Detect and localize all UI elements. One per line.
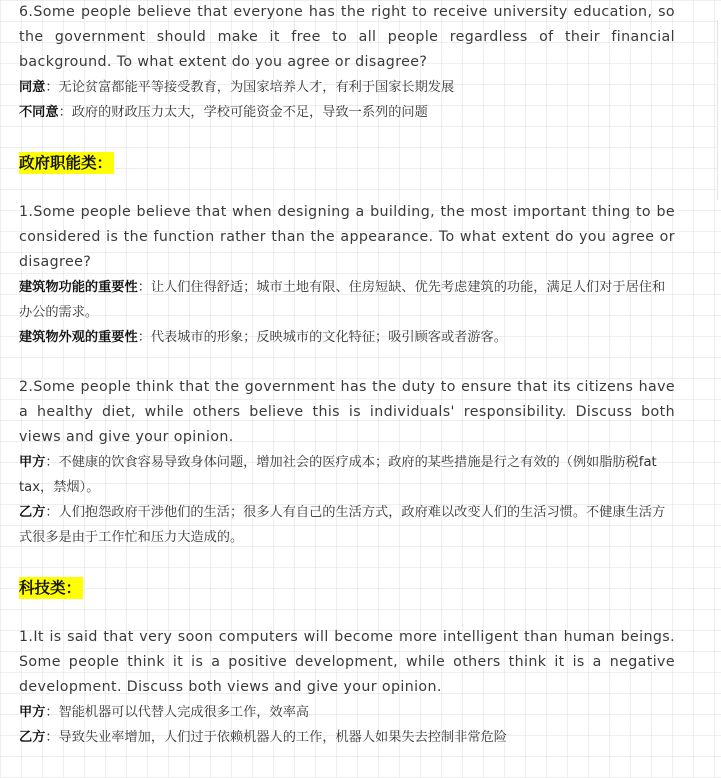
computers-side-a-text: ：智能机器可以代替人完成很多工作，效率高 xyxy=(45,705,310,720)
building-function-point xyxy=(19,275,675,325)
spacer xyxy=(19,175,675,200)
section-heading-technology xyxy=(19,575,675,600)
agree-label: 同意 xyxy=(19,80,46,95)
spacer xyxy=(19,125,675,150)
building-appearance-label: 建筑物外观的重要性 xyxy=(19,330,138,345)
question-building-text: 1.Some people believe that when designing a building, the most important thing to be considered is the function rather than the appearance. To what extent do you agree or disagree? xyxy=(19,204,675,270)
building-appearance-text: ：代表城市的形象；反映城市的文化特征；吸引顾客或者游客。 xyxy=(137,330,507,345)
building-function-text: ：让人们住得舒适；城市土地有限、住房短缺、优先考虑建筑的功能，满足人们对于居住和办公的需求。 xyxy=(19,280,666,320)
computers-side-a xyxy=(19,700,675,725)
spacer xyxy=(19,550,675,575)
spacer xyxy=(19,350,675,375)
article-body xyxy=(19,0,675,750)
agree-text: ：无论贫富都能平等接受教育，为国家培养人才，有利于国家长期发展 xyxy=(45,80,455,95)
scrollbar[interactable] xyxy=(717,20,721,200)
section-heading-technology-text: 科技类： xyxy=(19,579,82,597)
question-6-disagree xyxy=(19,100,675,125)
question-6-agree xyxy=(19,75,675,100)
disagree-text: ：政府的财政压力太大，学校可能资金不足，导致一系列的问题 xyxy=(58,105,428,120)
section-heading-government xyxy=(19,150,675,175)
diet-side-b xyxy=(19,500,675,550)
building-function-label: 建筑物功能的重要性 xyxy=(19,280,138,295)
question-computers-text: 1.It is said that very soon computers will become more intelligent than human beings. Some people think it is a positive development, while others think it is a negative development. Discuss both views and give your opinion. xyxy=(19,629,675,695)
computers-side-b-label: 乙方 xyxy=(19,730,46,745)
computers-side-b xyxy=(19,725,675,750)
building-appearance-point xyxy=(19,325,675,350)
diet-side-b-label: 乙方 xyxy=(19,505,46,520)
spacer xyxy=(19,600,675,625)
diet-side-b-text: ：人们抱怨政府干涉他们的生活；很多人有自己的生活方式，政府难以改变人们的生活习惯。不健康生活方式很多是由于工作忙和压力大造成的。 xyxy=(19,505,666,545)
computers-side-a-label: 甲方 xyxy=(19,705,46,720)
disagree-label: 不同意 xyxy=(19,105,59,120)
diet-side-a-label: 甲方 xyxy=(19,455,46,470)
question-6-text: 6.Some people believe that everyone has the right to receive university education, so the government should make it free to all people regardless of their financial background. To what extent do you agree or disagree? xyxy=(19,4,675,70)
diet-side-a-text: ：不健康的饮食容易导致身体问题，增加社会的医疗成本；政府的某些措施是行之有效的（例如脂肪税fat tax，禁烟）。 xyxy=(19,455,657,495)
computers-side-b-text: ：导致失业率增加，人们过于依赖机器人的工作，机器人如果失去控制非常危险 xyxy=(45,730,507,745)
question-diet-text: 2.Some people think that the government has the duty to ensure that its citizens have a healthy diet, while others believe this is individuals' responsibility. Discuss both views and give your opinion. xyxy=(19,379,675,445)
diet-side-a xyxy=(19,450,675,500)
section-heading-government-text: 政府职能类： xyxy=(19,154,113,172)
